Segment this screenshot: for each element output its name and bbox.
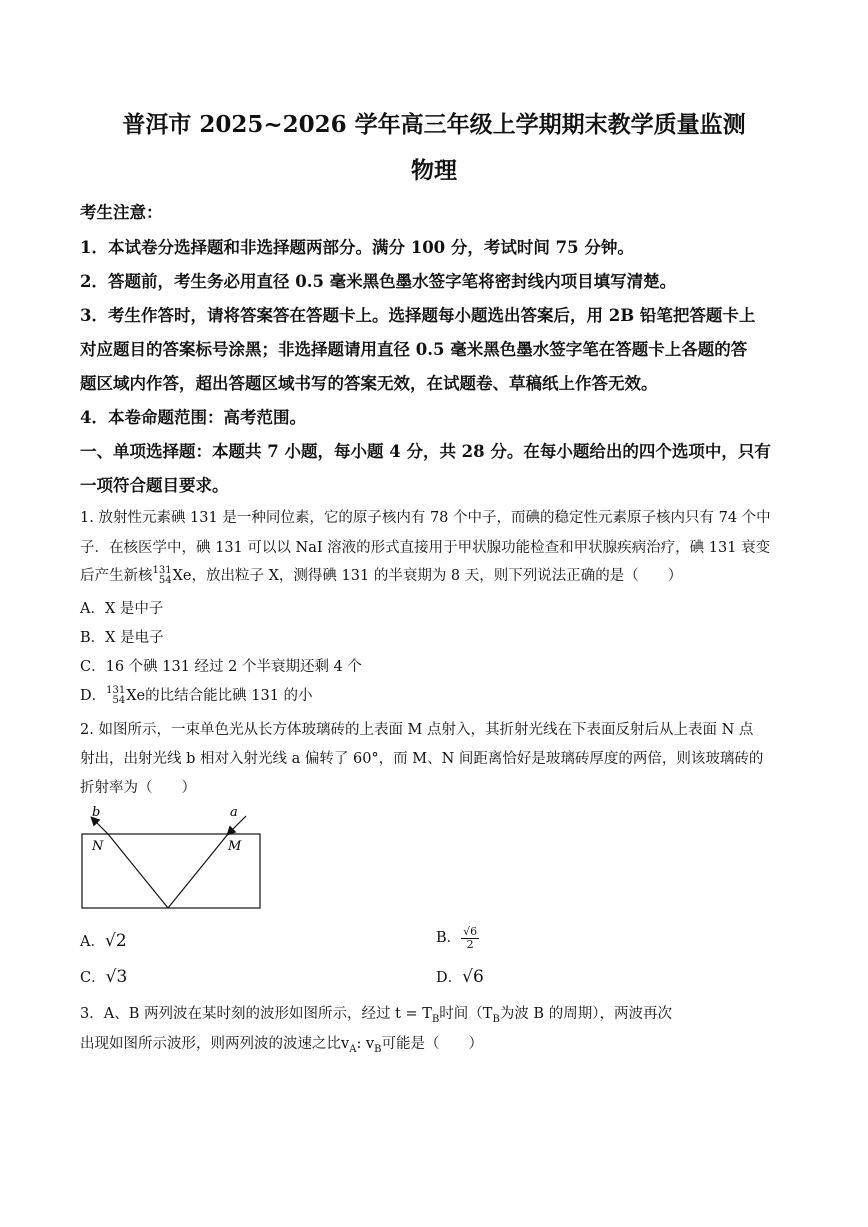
q1-option-a: A．X 是中子 xyxy=(80,601,164,617)
q3-line1-mid: 时间（T xyxy=(439,1006,493,1022)
q2-option-c xyxy=(80,966,127,987)
q2-option-b-fraction xyxy=(461,925,479,951)
q1-line3-post: ，放出粒子 X，测得碘 131 的半衰期为 8 天，则下列说法正确的是（ ） xyxy=(191,568,683,584)
q2-option-d-value: √6 xyxy=(462,967,484,987)
q2-option-b xyxy=(436,925,479,951)
q3-line2-pre: 出现如图所示波形，则两列波的波速之比v xyxy=(80,1036,350,1052)
q2-option-a xyxy=(80,930,127,951)
q1-option-b: B．X 是电子 xyxy=(80,630,164,646)
q3-stem-line1 xyxy=(80,1002,672,1025)
q3-sub-b-3: B xyxy=(374,1043,382,1055)
notice-item-3-cont2: 题区域内作答，超出答题区域书写的答案无效，在试题卷、草稿纸上作答无效。 xyxy=(80,374,658,393)
q1-option-c: C．16 个碘 131 经过 2 个半衰期还剩 4 个 xyxy=(80,659,362,675)
label-m: M xyxy=(228,839,242,854)
label-n: N xyxy=(92,839,104,854)
q3-sub-b-2: B xyxy=(492,1013,500,1025)
notice-item-4: 4．本卷命题范围：高考范围。 xyxy=(80,408,306,427)
notice-heading: 考生注意： xyxy=(80,203,163,222)
section-heading-cont: 一项符合题目要求。 xyxy=(80,476,229,495)
q1-stem-line1: 1. 放射性元素碘 131 是一种同位素，它的原子核内有 78 个中子，而碘的稳定性元素原子核内只有 74 个中 xyxy=(80,510,771,526)
q1-option-d xyxy=(80,684,313,706)
notice-item-3-cont: 对应题目的答案标号涂黑；非选择题请用直径 0.5 毫米黑色墨水签字笔在答题卡上各题的答 xyxy=(80,340,748,359)
q2-option-a-value: √2 xyxy=(104,931,127,951)
q3-line1-post: 为波 B 的周期），两波再次 xyxy=(499,1006,672,1022)
q2-option-b-numerator: √6 xyxy=(463,925,478,938)
q2-option-d-label: D． xyxy=(436,970,463,986)
q3-stem-line2 xyxy=(80,1032,483,1055)
q3-line2-colon: : v xyxy=(356,1036,375,1052)
notice-item-2: 2．答题前，考生务必用直径 0.5 毫米黑色墨水签字笔将密封线内项目填写清楚。 xyxy=(80,272,677,291)
q3-sub-a: A xyxy=(349,1043,357,1055)
xe-charge-number: 54 xyxy=(158,575,172,586)
q3-line2-post: 可能是（ ） xyxy=(381,1036,483,1052)
label-b: b xyxy=(92,805,101,820)
q2-option-d xyxy=(436,966,484,987)
notice-item-3: 3．考生作答时，请将答案答在答题卡上。选择题每小题选出答案后，用 2B 铅笔把答题卡上 xyxy=(80,306,756,325)
q3-sub-b-1: B xyxy=(431,1013,440,1025)
q2-stem-line1: 2. 如图所示，一束单色光从长方体玻璃砖的上表面 M 点射入，其折射光线在下表面反射后从上表面 N 点 xyxy=(80,722,754,738)
q2-stem-line3: 折射率为（ ） xyxy=(80,780,196,796)
xe-mass-number-d: 131 xyxy=(106,685,126,696)
notice-item-1: 1．本试卷分选择题和非选择题两部分。满分 100 分，考试时间 75 分钟。 xyxy=(80,238,634,257)
subject-title: 物理 xyxy=(411,157,457,184)
exit-ray-b xyxy=(92,818,108,834)
glass-brick-diagram xyxy=(78,802,268,914)
refracted-ray-down xyxy=(168,834,228,908)
q2-option-b-denominator: 2 xyxy=(466,938,474,951)
q1-line3-pre: 后产生新核 xyxy=(80,568,153,584)
xe-isotope-notation-d xyxy=(106,686,125,706)
xe-symbol: Xe xyxy=(172,568,192,584)
q2-option-c-label: C． xyxy=(80,970,106,986)
xe-mass-number: 131 xyxy=(152,565,172,576)
xe-symbol-d: Xe xyxy=(126,688,146,704)
xe-charge-number-d: 54 xyxy=(112,695,126,706)
q1-stem-line3 xyxy=(80,564,682,586)
q2-stem-line2: 射出，出射光线 b 相对入射光线 a 偏转了 60°，而 M、N 间距离恰好是玻璃砖厚度的两倍，则该玻璃砖的 xyxy=(80,751,764,767)
q1-option-d-text: 的比结合能比碘 131 的小 xyxy=(145,688,313,704)
q3-line1-pre: 3．A、B 两列波在某时刻的波形如图所示，经过 t = T xyxy=(80,1006,432,1022)
q1-option-d-label: D． xyxy=(80,688,107,704)
q2-option-a-label: A． xyxy=(80,934,105,950)
label-a: a xyxy=(230,805,238,820)
q1-stem-line2: 子．在核医学中，碘 131 可以以 NaI 溶液的形式直接用于甲状腺功能检查和甲状腺疾病治疗，碘 131 衰变 xyxy=(80,540,771,556)
section-heading: 一、单项选择题：本题共 7 小题，每小题 4 分，共 28 分。在每小题给出的四个选项中，只有 xyxy=(80,442,771,461)
q2-option-b-label: B． xyxy=(436,930,462,946)
reflected-ray-up xyxy=(108,834,168,908)
page-title: 普洱市 2025~2026 学年高三年级上学期期末教学质量监测 xyxy=(122,111,746,138)
xe-isotope-notation xyxy=(153,566,172,586)
q2-option-c-value: √3 xyxy=(105,967,128,987)
